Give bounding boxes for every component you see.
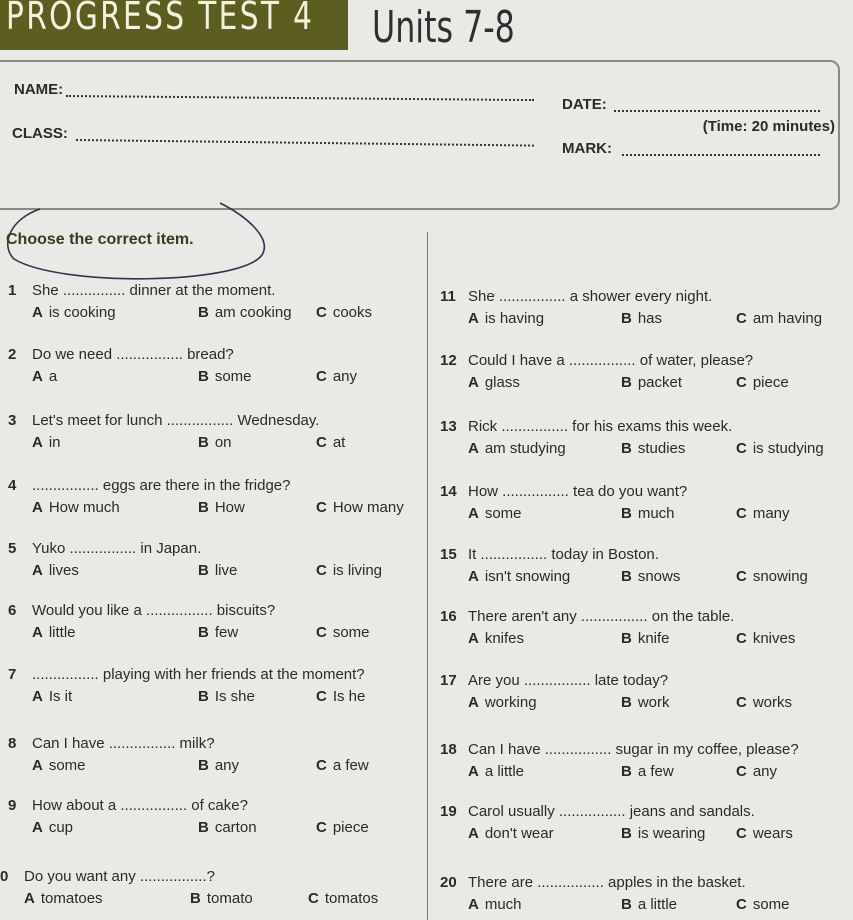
question-number: 4 [8, 477, 17, 494]
option-b-text: How [214, 499, 245, 516]
option-b-text: carton [214, 819, 257, 836]
option-b[interactable]: B snows [621, 568, 681, 585]
option-c[interactable]: C wears [736, 825, 793, 842]
option-b[interactable]: B has [621, 310, 663, 327]
question-stem: It ................ today in Boston. [468, 546, 659, 563]
column-divider [427, 232, 428, 920]
option-a-text: some [48, 757, 86, 774]
test-title: PROGRESS TEST 4 [6, 0, 315, 38]
question-number: 17 [440, 672, 457, 689]
option-b-text: packet [637, 374, 683, 391]
option-c-text: am having [752, 310, 823, 327]
option-a[interactable]: A some [32, 757, 86, 774]
info-box [0, 60, 840, 210]
option-b[interactable]: B much [621, 505, 675, 522]
mark-line [622, 154, 820, 156]
option-b-text: Is she [214, 688, 255, 705]
question-number: 18 [440, 741, 457, 758]
option-c[interactable]: C a few [316, 757, 369, 774]
option-c-text: a few [332, 757, 369, 774]
option-a[interactable]: A is having [468, 310, 545, 327]
option-a-text: How much [48, 499, 120, 516]
option-a-text: a [48, 368, 58, 385]
question-number: 8 [8, 735, 17, 752]
question-number: 5 [8, 540, 17, 557]
option-a-text: isn't snowing [484, 568, 571, 585]
option-b[interactable]: B some [198, 368, 252, 385]
question-number: 9 [8, 797, 17, 814]
option-a[interactable]: A a [32, 368, 58, 385]
option-b[interactable]: B a little [621, 896, 678, 913]
option-b[interactable]: B studies [621, 440, 686, 457]
option-c-text: snowing [752, 568, 808, 585]
option-c[interactable]: C piece [316, 819, 369, 836]
option-a-text: don't wear [484, 825, 554, 842]
option-c-text: some [752, 896, 790, 913]
question-number: 0 [0, 868, 9, 885]
option-c-text: works [752, 694, 793, 711]
option-a[interactable]: A a little [468, 763, 525, 780]
option-b-text: live [214, 562, 238, 579]
option-c-text: piece [752, 374, 789, 391]
question-stem: Can I have ................ milk? [32, 735, 215, 752]
option-b-text: some [214, 368, 252, 385]
question-stem: Yuko ................ in Japan. [32, 540, 202, 557]
option-c[interactable]: C many [736, 505, 790, 522]
option-c-text: piece [332, 819, 369, 836]
option-b-text: a little [637, 896, 678, 913]
option-b-text: tomato [206, 890, 253, 907]
option-a[interactable]: A tomatoes [24, 890, 103, 907]
option-b-text: has [637, 310, 663, 327]
option-c[interactable]: C snowing [736, 568, 808, 585]
option-c[interactable]: C piece [736, 374, 789, 391]
option-b[interactable]: B packet [621, 374, 683, 391]
option-c-text: any [752, 763, 778, 780]
option-b-text: a few [637, 763, 674, 780]
question-stem: How ................ tea do you want? [468, 483, 688, 500]
question-stem: Do we need ................ bread? [32, 346, 234, 363]
question-number: 2 [8, 346, 17, 363]
option-b-text: on [214, 434, 232, 451]
question-stem: ................ eggs are there in the fridge? [32, 477, 291, 494]
option-b[interactable]: B knife [621, 630, 670, 647]
question-stem: There aren't any ................ on the table. [468, 608, 735, 625]
instruction: Choose the correct item. [6, 231, 194, 248]
name-label: NAME: [14, 81, 64, 98]
question-stem: Are you ................ late today? [468, 672, 669, 689]
option-a-text: in [48, 434, 61, 451]
option-b-text: snows [637, 568, 681, 585]
question-number: 6 [8, 602, 17, 619]
option-b[interactable]: B any [198, 757, 240, 774]
option-a[interactable]: A don't wear [468, 825, 554, 842]
question-stem: Can I have ................ sugar in my coffee, please? [468, 741, 799, 758]
option-b-text: is wearing [637, 825, 706, 842]
option-b-text: knife [637, 630, 670, 647]
option-c-text: many [752, 505, 790, 522]
option-a[interactable]: A cup [32, 819, 74, 836]
option-a[interactable]: A is cooking [32, 304, 116, 321]
option-a[interactable]: A lives [32, 562, 79, 579]
option-b[interactable]: B on [198, 434, 232, 451]
date-line [614, 110, 820, 112]
question-stem: She ............... dinner at the moment. [32, 282, 276, 299]
option-a-text: working [484, 694, 537, 711]
option-b[interactable]: B work [621, 694, 670, 711]
option-a-text: much [484, 896, 522, 913]
option-b-text: much [637, 505, 675, 522]
option-b[interactable]: B carton [198, 819, 257, 836]
option-b-text: few [214, 624, 239, 641]
question-number: 11 [440, 288, 456, 305]
option-c-text: wears [752, 825, 793, 842]
time-limit: (Time: 20 minutes) [702, 118, 835, 135]
option-c[interactable]: C tomatos [308, 890, 379, 907]
question-stem: Let's meet for lunch ................ Wednesday. [32, 412, 320, 429]
question-number: 3 [8, 412, 17, 429]
option-c[interactable]: C Is he [316, 688, 366, 705]
option-b-text: am cooking [214, 304, 292, 321]
option-a-text: tomatoes [40, 890, 103, 907]
option-a[interactable]: A working [468, 694, 537, 711]
option-c[interactable]: C some [736, 896, 790, 913]
option-a[interactable]: A knifes [468, 630, 525, 647]
option-a[interactable]: A How much [32, 499, 120, 516]
option-a-text: a little [484, 763, 525, 780]
option-c[interactable]: C How many [316, 499, 404, 516]
option-a[interactable]: A little [32, 624, 76, 641]
option-a[interactable]: A isn't snowing [468, 568, 571, 585]
option-a-text: knifes [484, 630, 525, 647]
option-c-text: tomatos [324, 890, 379, 907]
question-stem: Would you like a ................ biscuits? [32, 602, 276, 619]
units-title: Units 7-8 [372, 2, 515, 53]
option-c-text: Is he [332, 688, 366, 705]
option-a[interactable]: A some [468, 505, 522, 522]
option-a[interactable]: A am studying [468, 440, 566, 457]
option-a-text: some [484, 505, 522, 522]
option-c[interactable]: C cooks [316, 304, 373, 321]
question-number: 13 [440, 418, 457, 435]
question-number: 16 [440, 608, 457, 625]
date-label: DATE: [562, 96, 607, 113]
option-b[interactable]: B few [198, 624, 239, 641]
question-number: 14 [440, 483, 457, 500]
option-c-text: knives [752, 630, 796, 647]
option-c[interactable]: C am having [736, 310, 823, 327]
option-c[interactable]: C at [316, 434, 346, 451]
option-a-text: little [48, 624, 76, 641]
question-stem: ................ playing with her friends at the moment? [32, 666, 365, 683]
question-stem: She ................ a shower every night. [468, 288, 713, 305]
question-stem: Rick ................ for his exams this week. [468, 418, 733, 435]
question-number: 12 [440, 352, 457, 369]
option-a-text: glass [484, 374, 520, 391]
option-b[interactable]: B Is she [198, 688, 255, 705]
option-b[interactable]: B tomato [190, 890, 253, 907]
option-c-text: at [332, 434, 346, 451]
option-c-text: any [332, 368, 358, 385]
question-stem: How about a ................ of cake? [32, 797, 248, 814]
question-stem: Could I have a ................ of water, please? [468, 352, 754, 369]
option-c[interactable]: C knives [736, 630, 796, 647]
option-b[interactable]: B live [198, 562, 238, 579]
option-c-text: is living [332, 562, 383, 579]
question-stem: Carol usually ................ jeans and sandals. [468, 803, 755, 820]
question-number: 1 [8, 282, 17, 299]
question-stem: Do you want any ................? [24, 868, 215, 885]
option-a[interactable]: A in [32, 434, 61, 451]
option-c[interactable]: C is studying [736, 440, 824, 457]
option-b[interactable]: B am cooking [198, 304, 292, 321]
option-c-text: some [332, 624, 370, 641]
option-c-text: cooks [332, 304, 373, 321]
option-b-text: work [637, 694, 670, 711]
title-band [0, 0, 348, 50]
question-number: 15 [440, 546, 457, 563]
option-c-text: How many [332, 499, 404, 516]
question-stem: There are ................ apples in the basket. [468, 874, 746, 891]
option-b[interactable]: B How [198, 499, 245, 516]
option-a[interactable]: A glass [468, 374, 520, 391]
option-c[interactable]: C is living [316, 562, 383, 579]
option-c[interactable]: C any [316, 368, 358, 385]
option-b[interactable]: B a few [621, 763, 674, 780]
option-b[interactable]: B is wearing [621, 825, 706, 842]
question-number: 20 [440, 874, 457, 891]
option-a-text: am studying [484, 440, 566, 457]
mark-label: MARK: [562, 140, 612, 157]
option-a-text: cup [48, 819, 74, 836]
option-b-text: any [214, 757, 240, 774]
option-a-text: lives [48, 562, 79, 579]
option-a[interactable]: A much [468, 896, 522, 913]
option-c[interactable]: C some [316, 624, 370, 641]
option-b-text: studies [637, 440, 686, 457]
question-number: 7 [8, 666, 17, 683]
option-a-text: is having [484, 310, 545, 327]
option-a-text: is cooking [48, 304, 116, 321]
option-c-text: is studying [752, 440, 824, 457]
option-c[interactable]: C works [736, 694, 793, 711]
option-a-text: Is it [48, 688, 73, 705]
option-c[interactable]: C any [736, 763, 778, 780]
option-a[interactable]: A Is it [32, 688, 73, 705]
class-label: CLASS: [12, 125, 68, 142]
question-number: 19 [440, 803, 457, 820]
